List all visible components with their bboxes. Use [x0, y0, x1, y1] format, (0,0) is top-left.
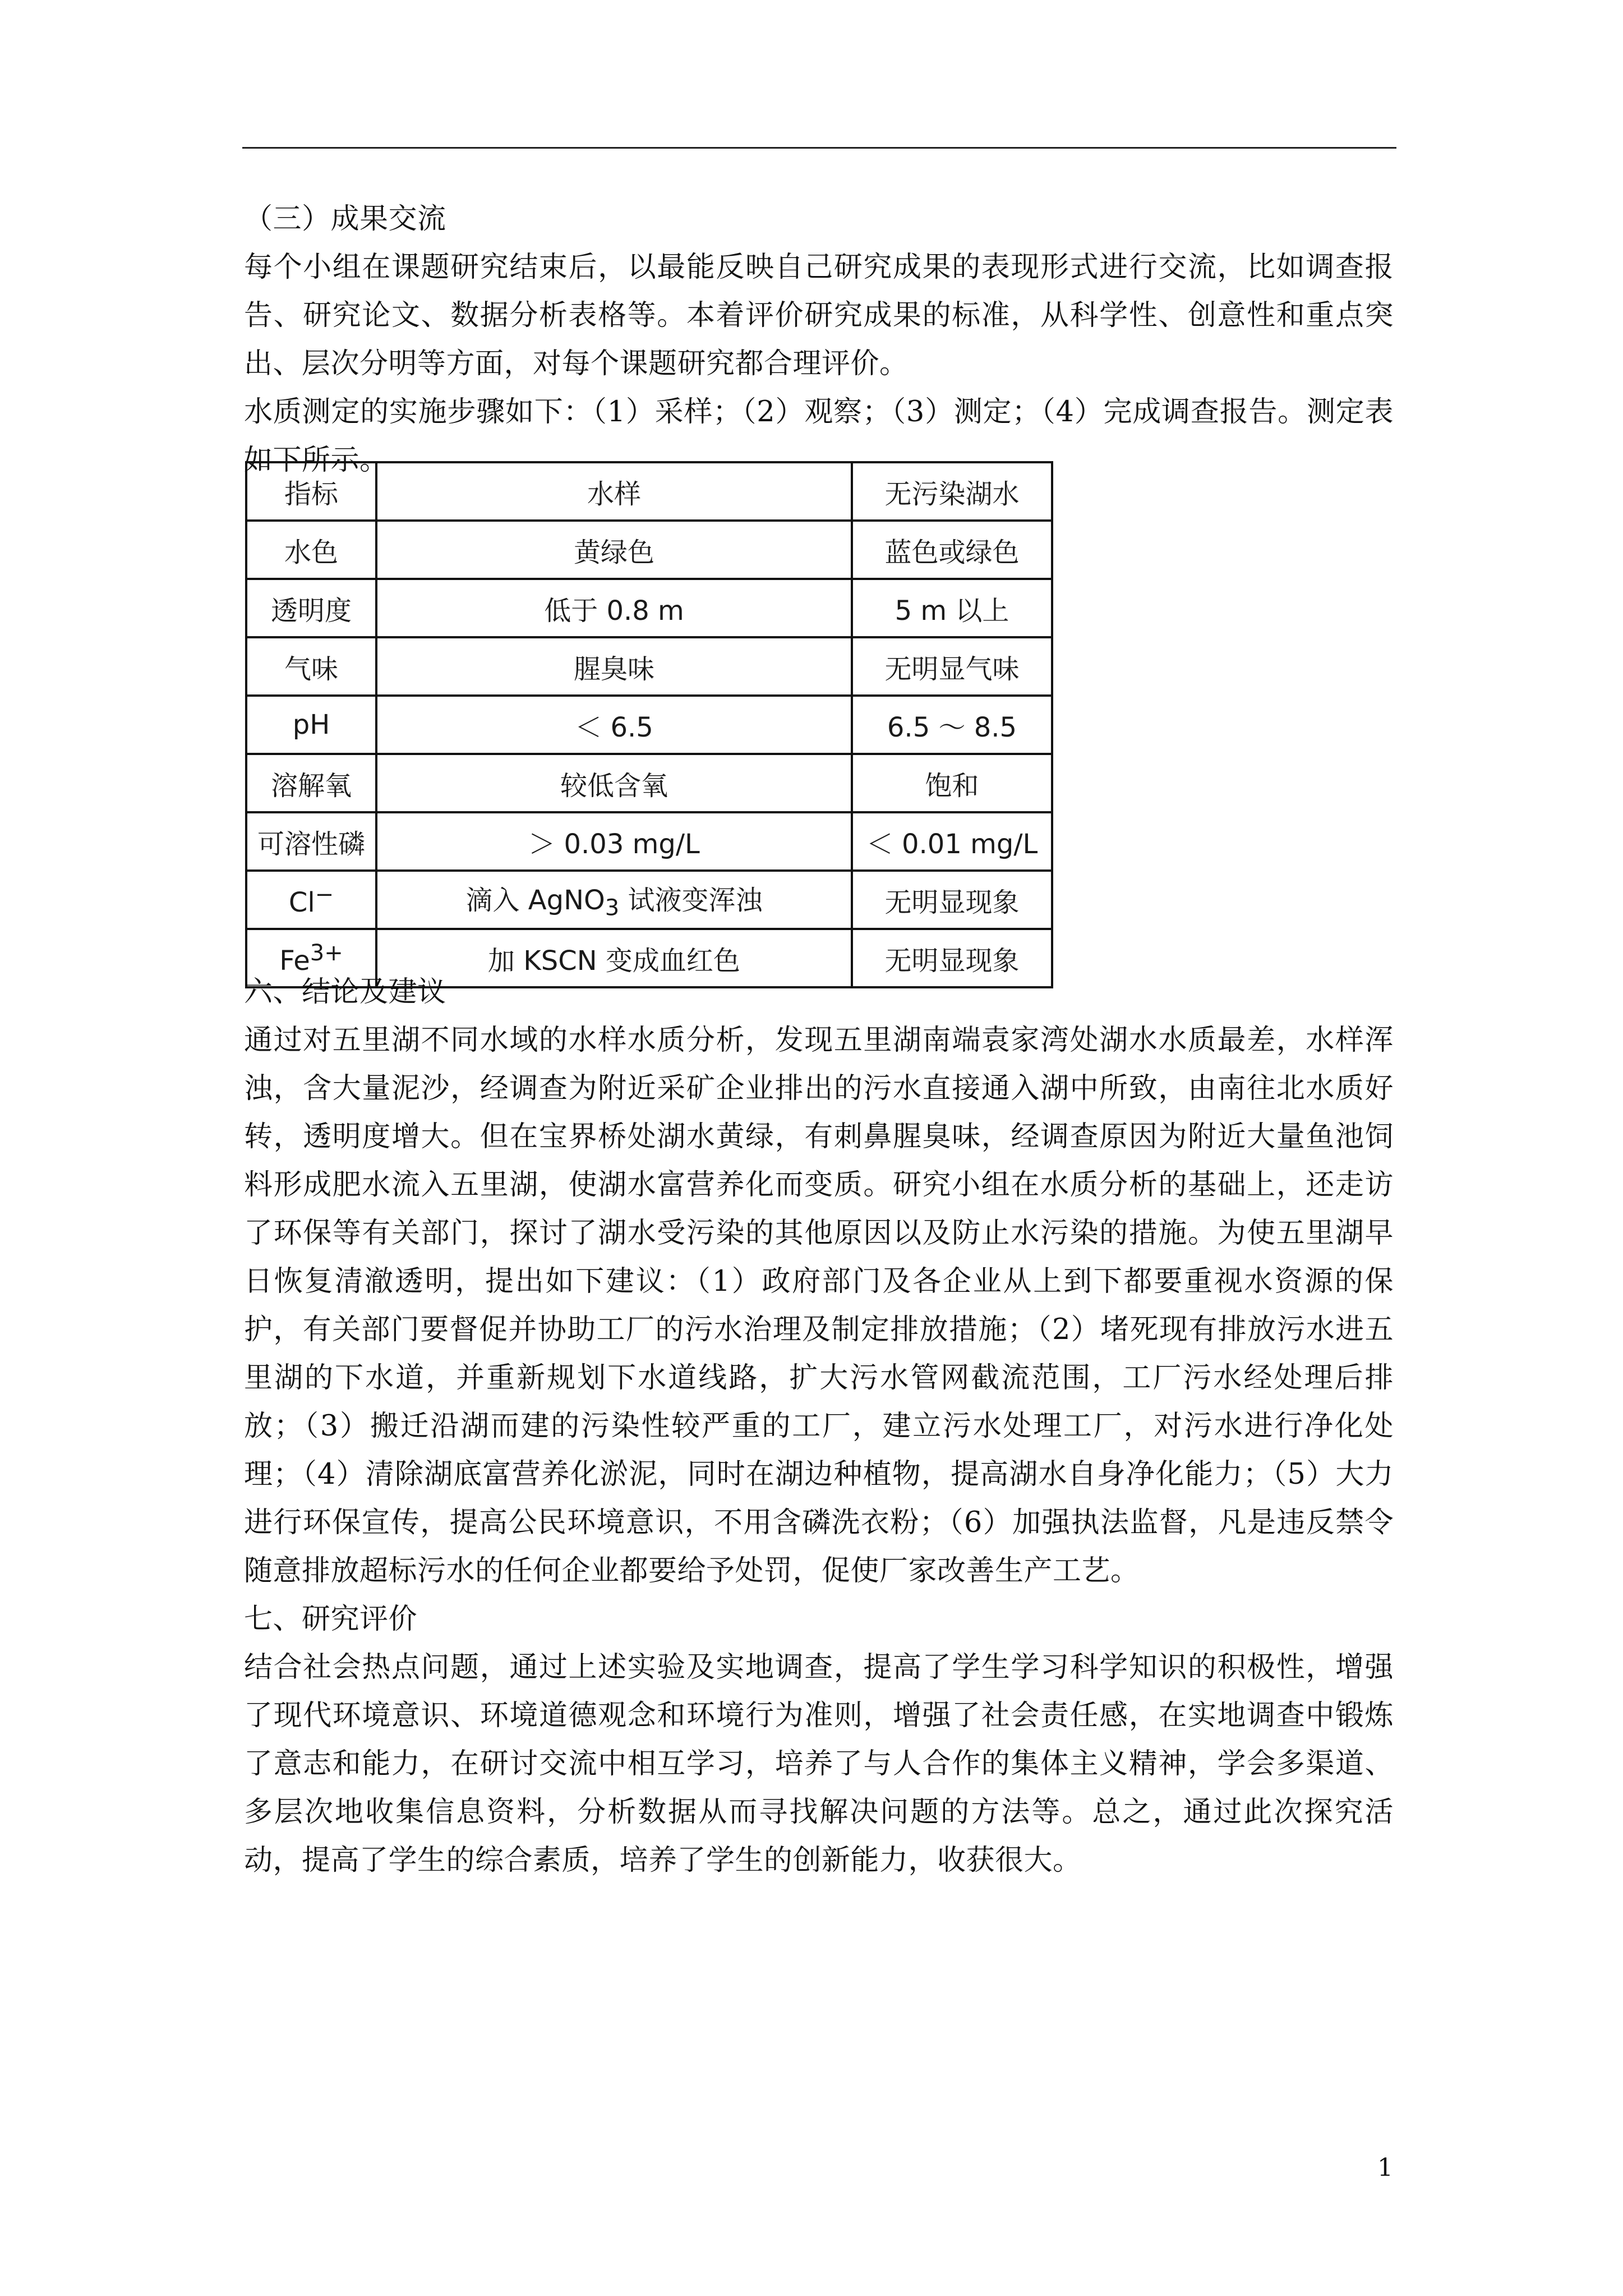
section-conclusion-paragraph: 通过对五里湖不同水域的水样水质分析，发现五里湖南端袁家湾处湖水水质最差，水样浑浊，含大量泥沙，经调查为附近采矿企业排出的污水直接通入湖中所致，由南往北水质好转，透明度增大。但在宝界桥处湖水黄绿，有刺鼻腥臭味，经调查原因为附近大量鱼池饲料形成肥水流入五里湖，使湖水富营养化而变质。研究小组在水质分析的基础上，还走访了环保等有关部门，探讨了湖水受污染的其他原因以及防止水污染的措施。为使五里湖早日恢复清澈透明，提出如下建议：（1）政府部门及各企业从上到下都要重视水资源的保护，有关部门要督促并协助工厂的污水治理及制定排放措施；（2）堵死现有排放污水进五里湖的下水道，并重新规划下水道线路，扩大污水管网截流范围，工厂污水经处理后排放；（3）搬迁沿湖而建的污染性较严重的工厂，建立污水处理工厂，对污水进行净化处理；（4）清除湖底富营养化淤泥，同时在湖边种植物，提高湖水自身净化能力；（5）大力进行环保宣传，提高公民环境意识，不用含磷洗衣粉；（6）加强执法监督，凡是违反禁令随意排放超标污水的任何企业都要给予处罚，促使厂家改善生产工艺。	[244, 1024, 1394, 1588]
table-cell-indicator: 溶解氧	[246, 754, 376, 812]
table-cell-sample	[376, 871, 852, 929]
section-results-paragraph-2: 水质测定的实施步骤如下：（1）采样；（2）观察；（3）测定；（4）完成调查报告。测定表如下所示。	[244, 395, 1394, 477]
table-cell-indicator: 水色	[246, 521, 376, 579]
table-header-cell: 水样	[376, 462, 852, 521]
table-header-row	[246, 462, 1052, 521]
table-cell-clean: 6.5 ～ 8.5	[852, 696, 1052, 754]
table-cell-sample: 低于 0.8 m	[376, 579, 852, 637]
section-results-paragraph-1: 每个小组在课题研究结束后，以最能反映自己研究成果的表现形式进行交流，比如调查报告、研究论文、数据分析表格等。本着评价研究成果的标准，从科学性、创意性和重点突出、层次分明等方面，对每个课题研究都合理评价。	[244, 251, 1394, 380]
silver-nitrate-prefix: 滴入 AgNO	[465, 885, 605, 917]
table-cell-indicator: pH	[246, 696, 376, 754]
table-cell-indicator: 透明度	[246, 579, 376, 637]
table-cell-clean: 5 m 以上	[852, 579, 1052, 637]
water-quality-table	[245, 461, 1051, 977]
silver-nitrate-suffix: 试液变浑浊	[619, 885, 763, 917]
table-cell-sample: ＜ 6.5	[376, 696, 852, 754]
iron-charge: 3+	[310, 940, 343, 966]
table-header-cell: 无污染湖水	[852, 462, 1052, 521]
section-conclusion	[244, 968, 1394, 1885]
table-cell-sample: 较低含氧	[376, 754, 852, 812]
table-row	[246, 579, 1052, 637]
silver-nitrate-subscript: 3	[605, 895, 620, 921]
table-cell-clean: 无明显现象	[852, 929, 1052, 987]
table-cell-indicator: 可溶性磷	[246, 812, 376, 871]
table-row	[246, 754, 1052, 812]
table-cell-indicator: 气味	[246, 637, 376, 696]
table-row	[246, 812, 1052, 871]
section-evaluation-paragraph: 结合社会热点问题，通过上述实验及实地调查，提高了学生学习科学知识的积极性，增强了现代环境意识、环境道德观念和环境行为准则，增强了社会责任感，在实地调查中锻炼了意志和能力，在研讨交流中相互学习，培养了与人合作的集体主义精神，学会多渠道、多层次地收集信息资料，分析数据从而寻找解决问题的方法等。总之，通过此次探究活动，提高了学生的综合素质，培养了学生的创新能力，收获很大。	[244, 1651, 1394, 1877]
header-rule	[242, 147, 1396, 149]
table-cell-clean: 蓝色或绿色	[852, 521, 1052, 579]
table-cell-clean: ＜ 0.01 mg/L	[852, 812, 1052, 871]
table-cell-sample: 腥臭味	[376, 637, 852, 696]
section-results	[244, 195, 1394, 485]
table-cell-sample: 加 KSCN 变成血红色	[376, 929, 852, 987]
section-evaluation-heading: 七、研究评价	[244, 1603, 418, 1636]
table-row	[246, 637, 1052, 696]
chloride-label: Cl	[288, 886, 315, 918]
table-cell-clean: 无明显气味	[852, 637, 1052, 696]
table-cell-sample: ＞ 0.03 mg/L	[376, 812, 852, 871]
table-row	[246, 696, 1052, 754]
table-cell-clean: 饱和	[852, 754, 1052, 812]
table-row	[246, 521, 1052, 579]
page-number: 1	[1377, 2154, 1393, 2182]
measurement-table	[245, 461, 1053, 988]
table-cell-clean: 无明显现象	[852, 871, 1052, 929]
table-row-chloride	[246, 871, 1052, 929]
table-cell-sample: 黄绿色	[376, 521, 852, 579]
section-results-heading: （三）成果交流	[244, 203, 446, 236]
iron-label: Fe	[279, 945, 310, 977]
table-header-cell: 指标	[246, 462, 376, 521]
chloride-charge: −	[315, 881, 334, 908]
section-conclusion-heading: 六、结论及建议	[244, 976, 446, 1009]
table-cell-indicator	[246, 871, 376, 929]
